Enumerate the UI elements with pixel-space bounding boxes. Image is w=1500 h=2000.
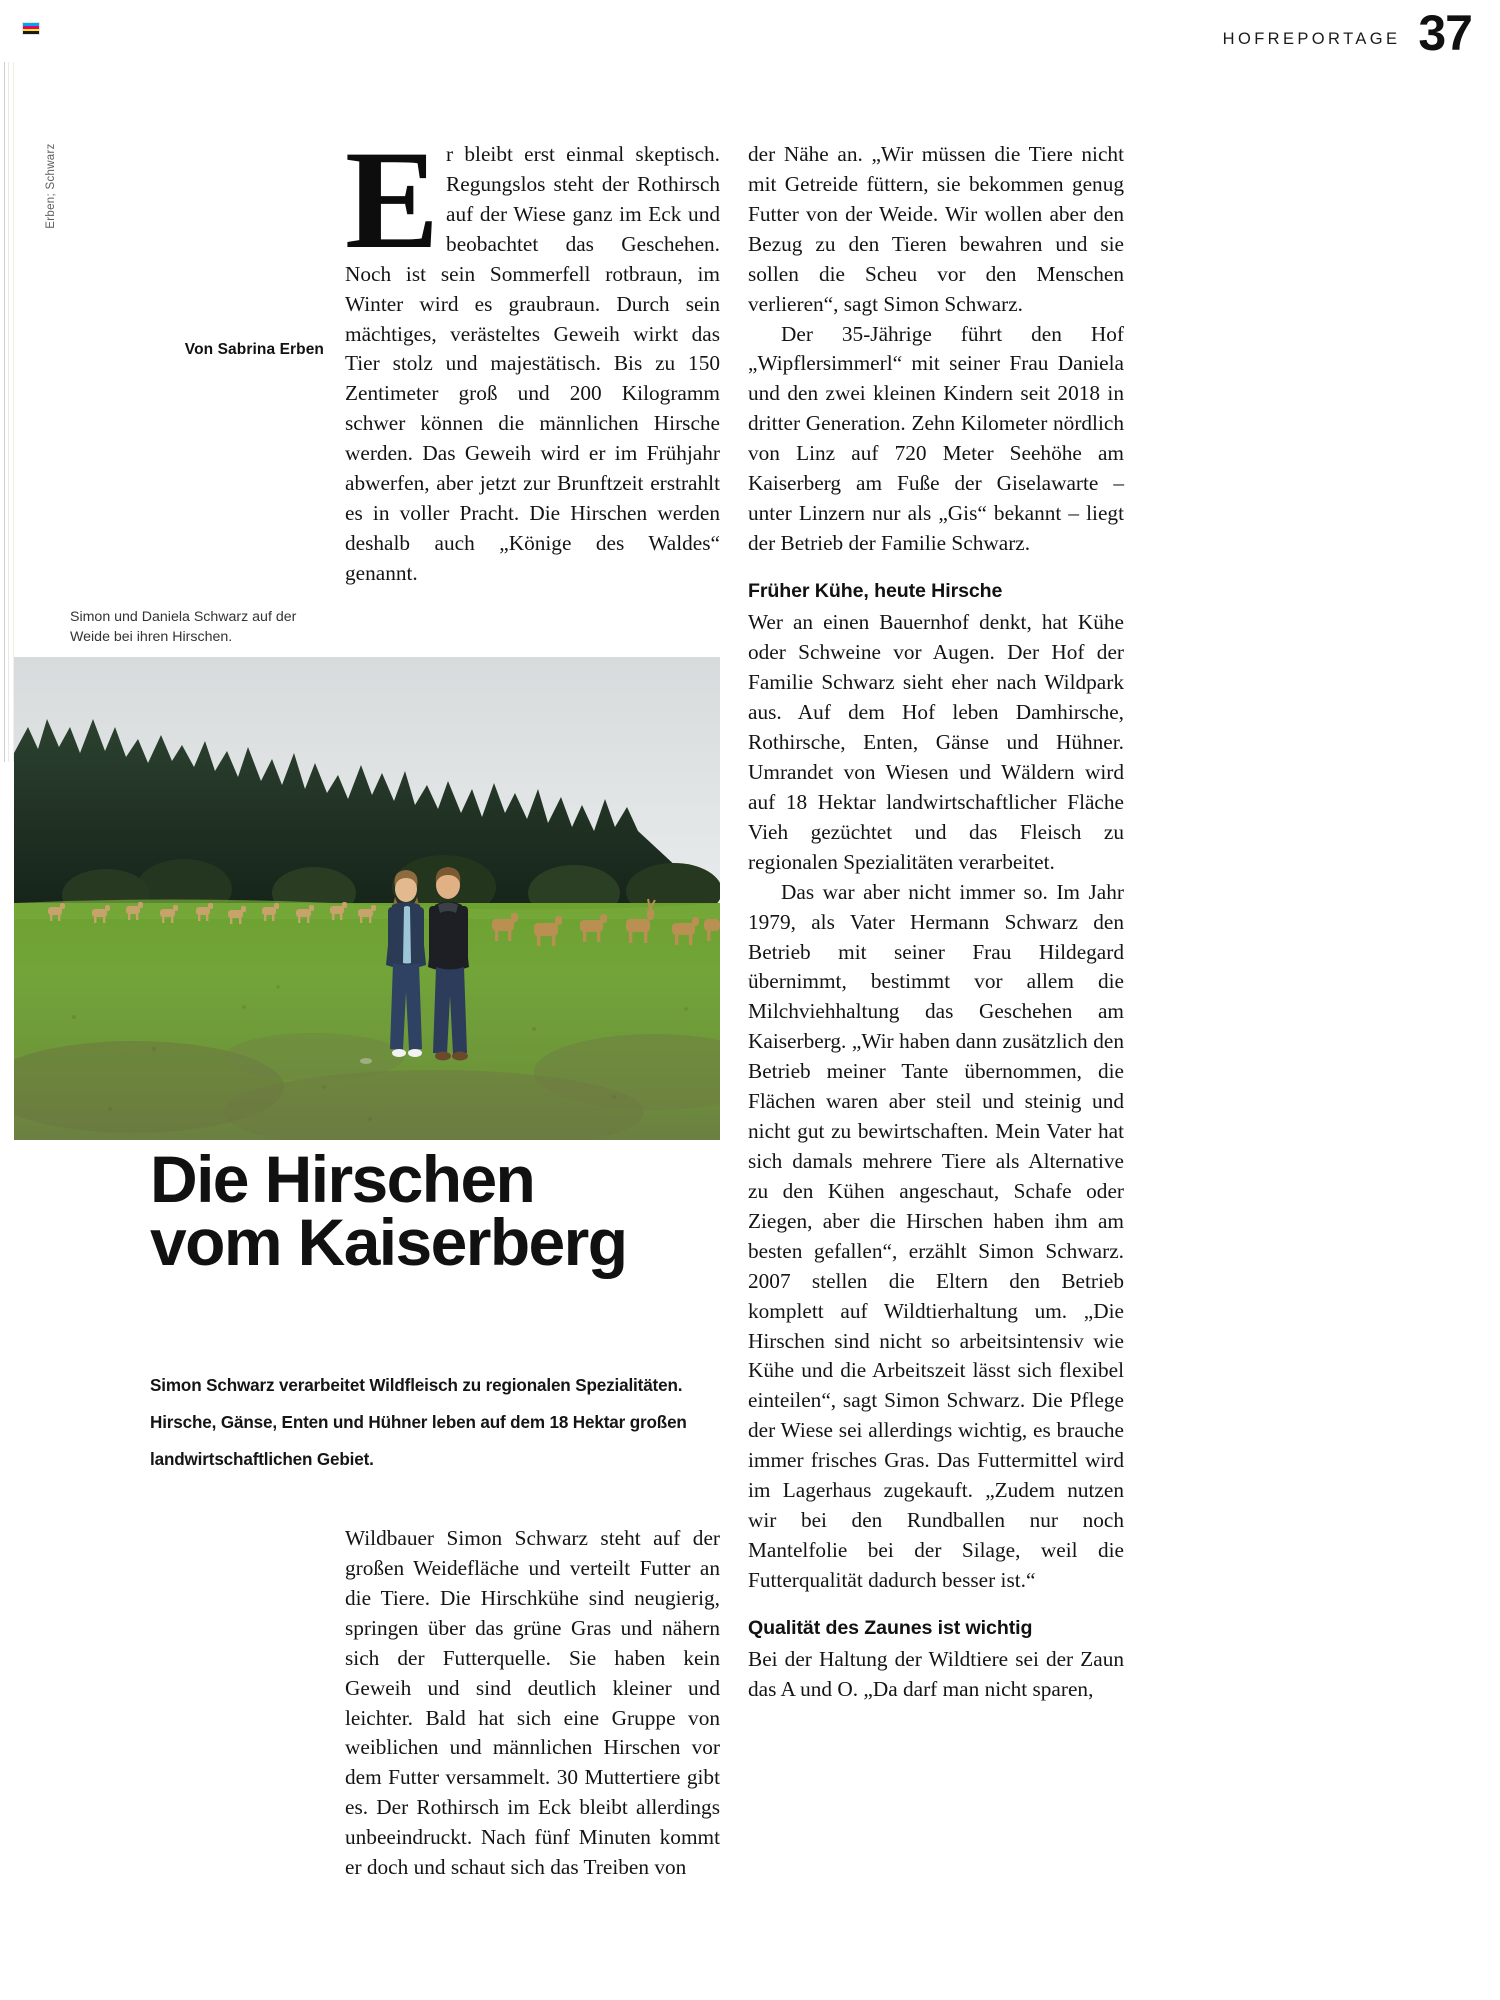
photo-credit: Erben; Schwarz <box>45 143 57 229</box>
section-heading-2: Qualität des Zaunes ist wichtig <box>748 1616 1033 1639</box>
pasture-with-deer-illustration <box>14 657 720 1140</box>
running-header <box>1222 5 1472 61</box>
photo-caption: Simon und Daniela Schwarz auf der Weide bei ihren Hirschen. <box>70 609 297 646</box>
lead-photograph <box>14 657 720 1140</box>
lead-paragraph <box>345 122 720 589</box>
paragraph: Wer an einen Bauernhof denkt, hat Kühe oder Schweine vor Augen. Der Hof der Familie Schwarz sieht eher nach Wildpark aus. Auf dem Hof leben Damhirsche, Rothirsche, Enten, Gänse und Hühner. Umrandet von Wiesen und Wäldern wird auf 18 Hektar landwirtschaftlicher Fläche Vieh gezüchtet und das Fleisch zu regionalen Spezialitäten verarbeitet. <box>748 610 1124 874</box>
margin-hairline <box>4 62 5 762</box>
headline-line-1: Die Hirschen <box>150 1142 535 1216</box>
body-column-left-top <box>345 122 720 589</box>
page-number: 37 <box>1418 5 1472 61</box>
body-column-left-bottom <box>345 1524 720 1883</box>
byline: Von Sabrina Erben <box>184 341 324 358</box>
paragraph: Das war aber nicht immer so. Im Jahr 1979, als Vater Hermann Schwarz den Betrieb mit seiner Frau Hildegard übernimmt, bestimmt vor allem die Milchviehhaltung das Geschehen am Kaiserberg. „Wir haben dann zusätzlich den Betrieb meiner Tante übernommen, die Flächen waren aber steil und steinig und nicht gut zu bewirtschaften. Mein Vater hat sich damals mehrere Tiere als Alternative zu den Kühen angeschaut, Schafe oder Ziegen, aber die Hirschen haben ihm am besten gefallen“, erzählt Simon Schwarz. 2007 stellen die Eltern den Betrieb komplett auf Wildtierhaltung um. „Die Hirschen sind nicht so arbeitsintensiv wie Kühe und die Arbeitszeit lässt sich flexibel einteilen“, sagt Simon Schwarz. Die Pflege der Wiese sei allerdings wichtig, es brauche immer frisches Gras. Das Futtermittel wird im Lagerhaus zugekauft. „Zudem nutzen wir bei den Rundballen nur noch Mantelfolie bei der Silage, weil die Futterqualität dadurch besser ist.“ <box>748 879 1124 1592</box>
lead-paragraph-text: r bleibt erst einmal skeptisch. Regungslos steht der Rothirsch auf der Wiese ganz im Eck und beobachtet das Geschehen. Noch ist sein Sommerfell rotbraun, im Winter wird es graubraun. Durch sein mächtiges, verästeltes Geweih wirkt das Tier stolz und majestätisch. Bis zu 150 Zentimeter groß und 200 Kilogramm schwer können die männlichen Hirsche werden. Das Geweih wird er im Frühjahr abwerfen, aber jetzt zur Brunftzeit erstrahlt es in voller Pracht. Die Hirschen werden deshalb auch „Könige des Waldes“ genannt. <box>345 142 720 585</box>
body-column-right <box>748 140 1124 1705</box>
article-deck: Simon Schwarz verarbeitet Wildfleisch zu regionalen Spezialitäten. Hirsche, Gänse, Enten und Hühner leben auf dem 18 Hektar großen landwirtschaftlichen Gebiet. <box>150 1376 687 1469</box>
paragraph: Wildbauer Simon Schwarz steht auf der großen Weidefläche und verteilt Futter an die Tiere. Die Hirschkühe sind neugierig, springen über das grüne Gras und nähern sich der Futterquelle. Sie haben kein Geweih und sind deutlich kleiner und leichter. Bald hat sich eine Gruppe von weiblichen und männlichen Hirschen vor dem Futter versammelt. 30 Muttertiere gibt es. Der Rothirsch im Eck bleibt allerdings unbeeindruckt. Nach fünf Minuten kommt er doch und schaut sich das Treiben von <box>345 1526 720 1880</box>
print-registration-color-bar <box>22 22 40 35</box>
section-heading-1: Früher Kühe, heute Hirsche <box>748 579 1003 602</box>
paragraph: Bei der Haltung der Wildtiere sei der Zaun das A und O. „Da darf man nicht sparen, <box>748 1647 1124 1702</box>
drop-cap: E <box>345 122 440 278</box>
page-title <box>150 1142 722 1279</box>
paragraph: Der 35-Jährige führt den Hof „Wipflersimmerl“ mit seiner Frau Daniela und den zwei kleinen Kindern seit 2018 in dritter Generation. Zehn Kilometer nördlich von Linz auf 720 Meter Seehöhe am Kaiserberg am Fuße der Giselawarte – unter Linzern nur als „Gis“ bekannt – liegt der Betrieb der Familie Schwarz. <box>748 321 1124 555</box>
section-kicker: HOFREPORTAGE <box>1222 30 1401 48</box>
paragraph: der Nähe an. „Wir müssen die Tiere nicht mit Getreide füttern, sie bekommen genug Futter von der Weide. Wir wollen aber den Bezug zu den Tieren bewahren und sie sollen die Scheu vor den Menschen verlieren“, sagt Simon Schwarz. <box>748 142 1124 316</box>
headline-line-2: vom Kaiserberg <box>150 1204 627 1279</box>
margin-hairline <box>8 62 9 762</box>
